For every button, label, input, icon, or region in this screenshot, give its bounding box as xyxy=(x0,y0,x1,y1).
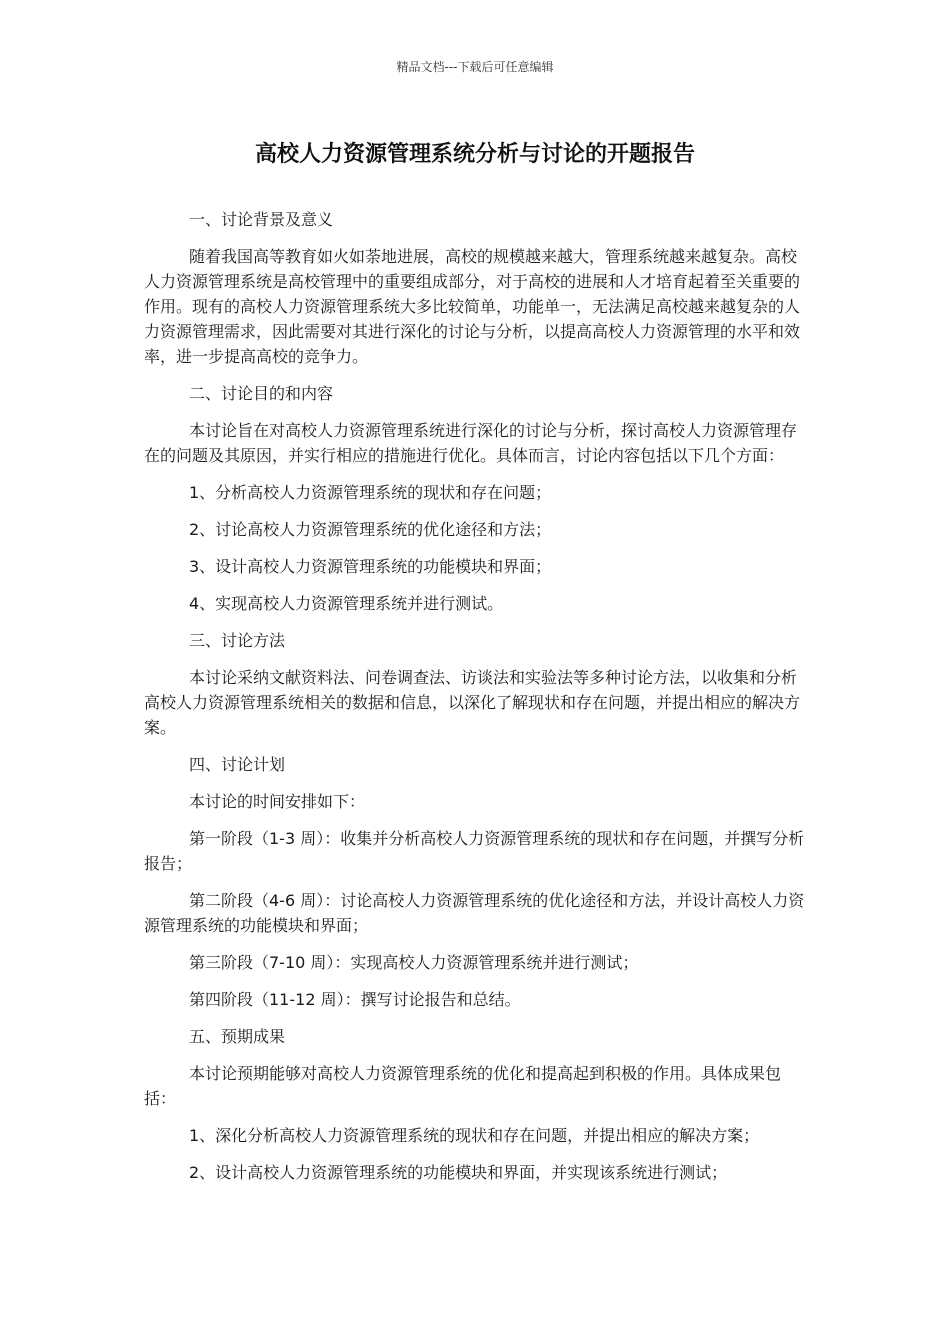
list-item-content-3: 3、设计高校人力资源管理系统的功能模块和界面； xyxy=(189,557,552,576)
document-body xyxy=(144,207,808,1197)
list-item-content-2: 2、讨论高校人力资源管理系统的优化途径和方法； xyxy=(189,520,552,539)
list-item-outcome-2: 2、设计高校人力资源管理系统的功能模块和界面，并实现该系统进行测试； xyxy=(189,1163,728,1182)
plan-stage-4: 第四阶段（11-12 周）：撰写讨论报告和总结。 xyxy=(189,990,521,1009)
section-heading-outcomes: 五、预期成果 xyxy=(189,1027,286,1046)
paragraph-plan-intro: 本讨论的时间安排如下： xyxy=(189,792,366,811)
section-heading-background: 一、讨论背景及意义 xyxy=(189,210,334,229)
plan-stage-3: 第三阶段（7-10 周）：实现高校人力资源管理系统并进行测试； xyxy=(189,953,639,972)
paragraph-outcomes: 本讨论预期能够对高校人力资源管理系统的优化和提高起到积极的作用。具体成果包括： xyxy=(144,1064,782,1108)
paragraph-method: 本讨论采纳文献资料法、问卷调查法、访谈法和实验法等多种讨论方法，以收集和分析高校人力资源管理系统相关的数据和信息，以深化了解现状和存在问题，并提出相应的解决方案。 xyxy=(144,668,801,737)
header-note: 精品文档---下载后可任意编辑 xyxy=(396,60,554,74)
paragraph-background: 随着我国高等教育如火如荼地进展，高校的规模越来越大，管理系统越来越复杂。高校人力资源管理系统是高校管理中的重要组成部分，对于高校的进展和人才培育起着至关重要的作用。现有的高校人力资源管理系统大多比较简单，功能单一，无法满足高校越来越复杂的人力资源管理需求，因此需要对其进行深化的讨论与分析，以提高高校人力资源管理的水平和效率，进一步提高高校的竞争力。 xyxy=(144,247,801,366)
section-heading-purpose: 二、讨论目的和内容 xyxy=(189,384,334,403)
plan-stage-2: 第二阶段（4-6 周）：讨论高校人力资源管理系统的优化途径和方法，并设计高校人力资源管理系统的功能模块和界面； xyxy=(144,891,805,935)
list-item-content-4: 4、实现高校人力资源管理系统并进行测试。 xyxy=(189,594,504,613)
document-title: 高校人力资源管理系统分析与讨论的开题报告 xyxy=(254,142,695,167)
list-item-content-1: 1、分析高校人力资源管理系统的现状和存在问题； xyxy=(189,483,552,502)
plan-stage-1: 第一阶段（1-3 周）：收集并分析高校人力资源管理系统的现状和存在问题，并撰写分析报告； xyxy=(144,829,805,873)
section-heading-plan: 四、讨论计划 xyxy=(189,755,286,774)
paragraph-purpose: 本讨论旨在对高校人力资源管理系统进行深化的讨论与分析，探讨高校人力资源管理存在的问题及其原因，并实行相应的措施进行优化。具体而言，讨论内容包括以下几个方面： xyxy=(144,421,798,465)
section-heading-method: 三、讨论方法 xyxy=(189,631,286,650)
list-item-outcome-1: 1、深化分析高校人力资源管理系统的现状和存在问题，并提出相应的解决方案； xyxy=(189,1126,760,1145)
